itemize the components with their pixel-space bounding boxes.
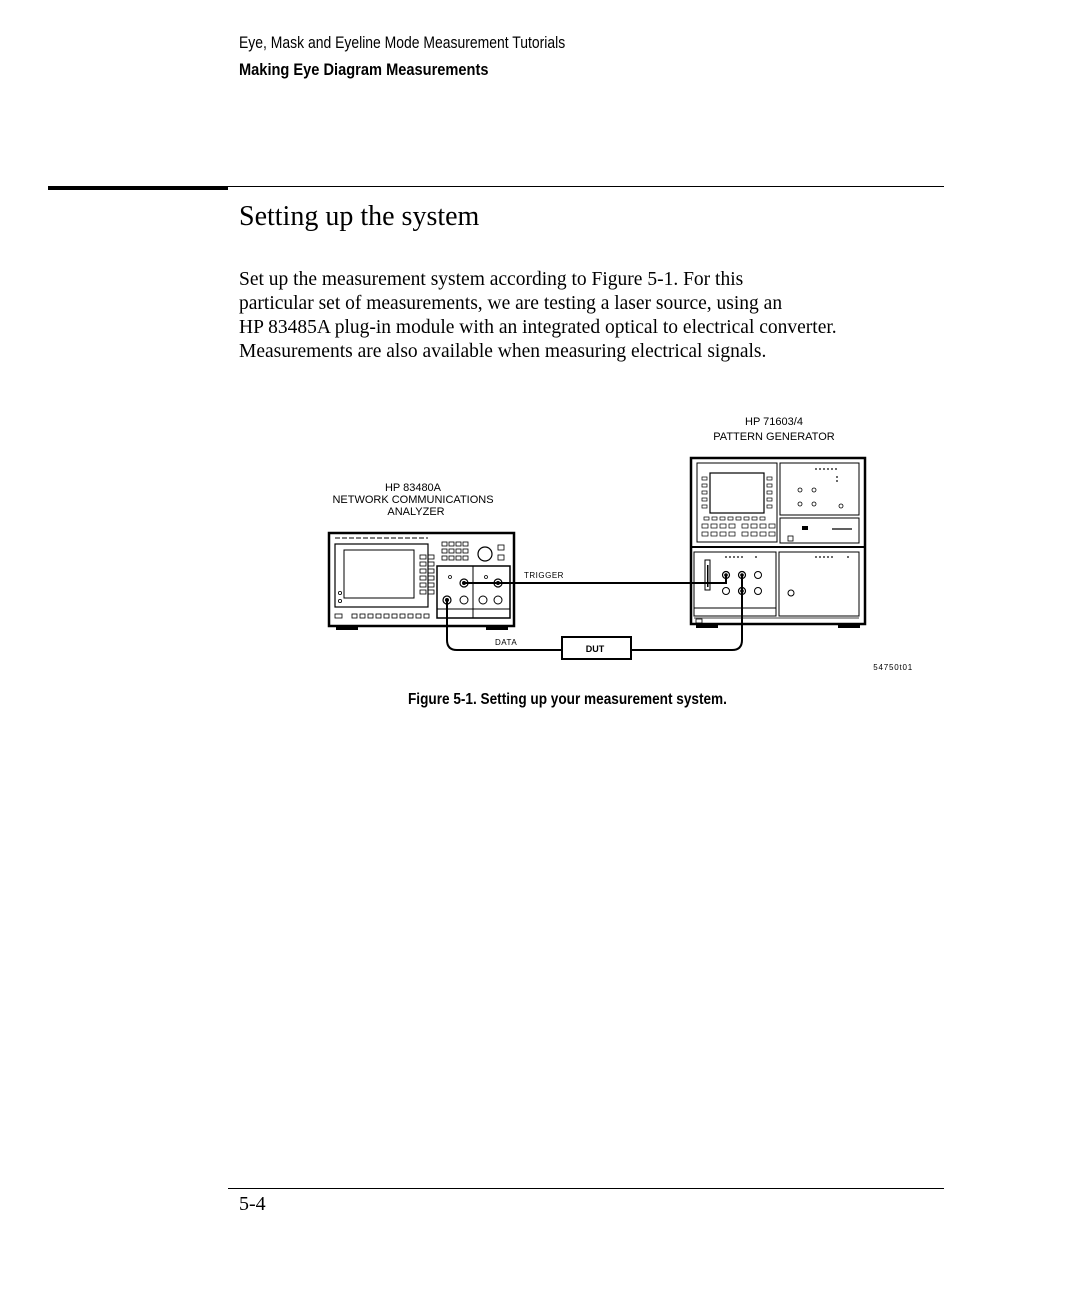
body-paragraph bbox=[239, 268, 939, 364]
paragraph-line: Set up the measurement system according to Figure 5-1. For this bbox=[239, 269, 744, 290]
paragraph-line: particular set of measurements, we are testing a laser source, using an bbox=[239, 293, 783, 314]
analyzer-label-line: ANALYZER bbox=[387, 506, 445, 518]
pattern-generator-instrument bbox=[691, 458, 865, 628]
section-heading: Setting up the system bbox=[239, 201, 480, 232]
generator-label-line: PATTERN GENERATOR bbox=[713, 431, 835, 443]
paragraph-line: Measurements are also available when measuring electrical signals. bbox=[239, 341, 767, 362]
setup-diagram bbox=[240, 405, 940, 690]
figure-caption: Figure 5-1. Setting up your measurement system. bbox=[408, 691, 727, 708]
data-label: DATA bbox=[495, 638, 518, 647]
figure-id: 54750t01 bbox=[873, 663, 913, 672]
running-header-chapter: Eye, Mask and Eyeline Mode Measurement Tutorials bbox=[239, 33, 566, 52]
section-rule-thick bbox=[48, 186, 228, 190]
section-rule-thin bbox=[228, 186, 944, 187]
page-number: 5-4 bbox=[239, 1193, 266, 1215]
trigger-label: TRIGGER bbox=[524, 571, 564, 580]
footer-rule bbox=[228, 1188, 944, 1189]
trigger-cable bbox=[464, 575, 726, 583]
network-analyzer-instrument bbox=[329, 533, 514, 630]
analyzer-label-line: NETWORK COMMUNICATIONS bbox=[332, 494, 494, 506]
figure-setup-diagram bbox=[240, 405, 940, 690]
generator-label-line: HP 71603/4 bbox=[745, 416, 803, 428]
analyzer-label-line: HP 83480A bbox=[384, 482, 442, 494]
paragraph-line: HP 83485A plug-in module with an integrated optical to electrical converter. bbox=[239, 317, 837, 338]
dut-label: DUT bbox=[585, 644, 605, 654]
running-header-section: Making Eye Diagram Measurements bbox=[239, 60, 489, 79]
